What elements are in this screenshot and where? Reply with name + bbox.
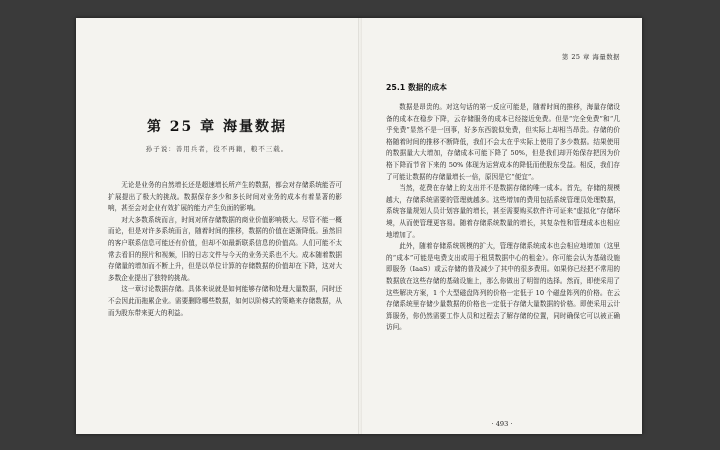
right-page-body [386, 102, 620, 334]
paragraph: 这一章讨论数据存储。具体来说就是如何能够存储和处理大量数据，同时还不会因此而拖累企业。需要删除哪些数据，如何以阶梯式的策略来存储数据，从而为股东带来更大的利益。 [108, 285, 342, 317]
left-page [76, 18, 358, 434]
left-page-body [108, 180, 342, 319]
book-spread [76, 18, 642, 434]
chapter-title: 第 25 章 海量数据 [146, 119, 288, 135]
section-title: 25.1 数据的成本 [386, 83, 447, 92]
page-number: · 493 · [491, 420, 513, 428]
paragraph: 无论是业务的自然增长还是超速增长所产生的数据，都会对存储系统能否可扩展提出了极大的挑战。数据保存多少和多长时间对业务的成本有着显著的影响，甚至会对企业有效扩展的能力产生负面的影响。 [108, 181, 342, 213]
paragraph: 数据是昂贵的。对这句话的第一反应可能是，随着时间的推移，海量存储设备的成本在稳步下降，云存储服务的成本已经接近免费。但是“完全免费”和“几乎免费”显然不是一回事，好多东西貌似免费，但实际上却相当昂贵。存储的价格随着时间的推移不断降低，我们不会太在乎实际上使用了多少数据。结果使用的数据量大大增加，存储成本可能下降了 50%，但是我们却开始保存把因为价格下降而节省下来的 50% 体现为运营成本的降低而使股东受益。相反，我们存了可能让数据的存储量增长一倍，原因是它“便宜”。 [386, 103, 620, 181]
chapter-epigraph: 孙子说：善用兵者，役不再籍，粮不三载。 [145, 145, 289, 153]
paragraph: 当然，花费在存储上的支出并不是数据存储的唯一成本。首先，存储的规模越大，存储系统需要的管理就越多。这些增加的费用包括系统管理员处理数据，系统容量规划人员计划容量的增长，甚至需要购买软件许可证来“虚拟化”存储环境，从而使管理更容易。随着存储系统数量的增长，其复杂性和管理成本也相应地增加了。 [386, 184, 620, 239]
right-page [362, 18, 642, 434]
paragraph: 对大多数系统而言，时间对所存储数据的商业价值影响极大。尽管不能一概而论，但是对许多系统而言，随着时间的推移，数据的价值在逐渐降低。虽然旧的客户联系信息可能还有价值，但却不如最新联系信息的价值高。人们可能不太常去看旧的照片和视频，旧的日志文件与今天的业务关系也不大。成本随着数据存储量的增加而不断上升，但是以单位计算的存储数据的价值却在下降，这对大多数企业提出了独特的挑战。 [108, 215, 342, 282]
paragraph: 此外，随着存储系统规模的扩大，管理存储系统成本也会相应地增加（这里的“成本”可能是电费支出或用于租赁数据中心的租金）。你可能会认为基础设施即服务（IaaS）或云存储的普及减少了其中的很多费用。如果你已经把不常用的数据放在这些存储的基础设施上，那么你做出了明智的选择。然而，即使采用了这些解决方案，1 个大型磁盘阵列的价格一定低于 10 个磁盘阵列的价格。在云存储系统里存储少量数据的价格也一定低于存储大量数据的价格。即使采用云计算服务，你仍然需要工作人员和过程去了解存储的位置，同时确保它可以被正确访问。 [386, 242, 620, 332]
running-head: 第 25 章 海量数据 [561, 53, 620, 61]
